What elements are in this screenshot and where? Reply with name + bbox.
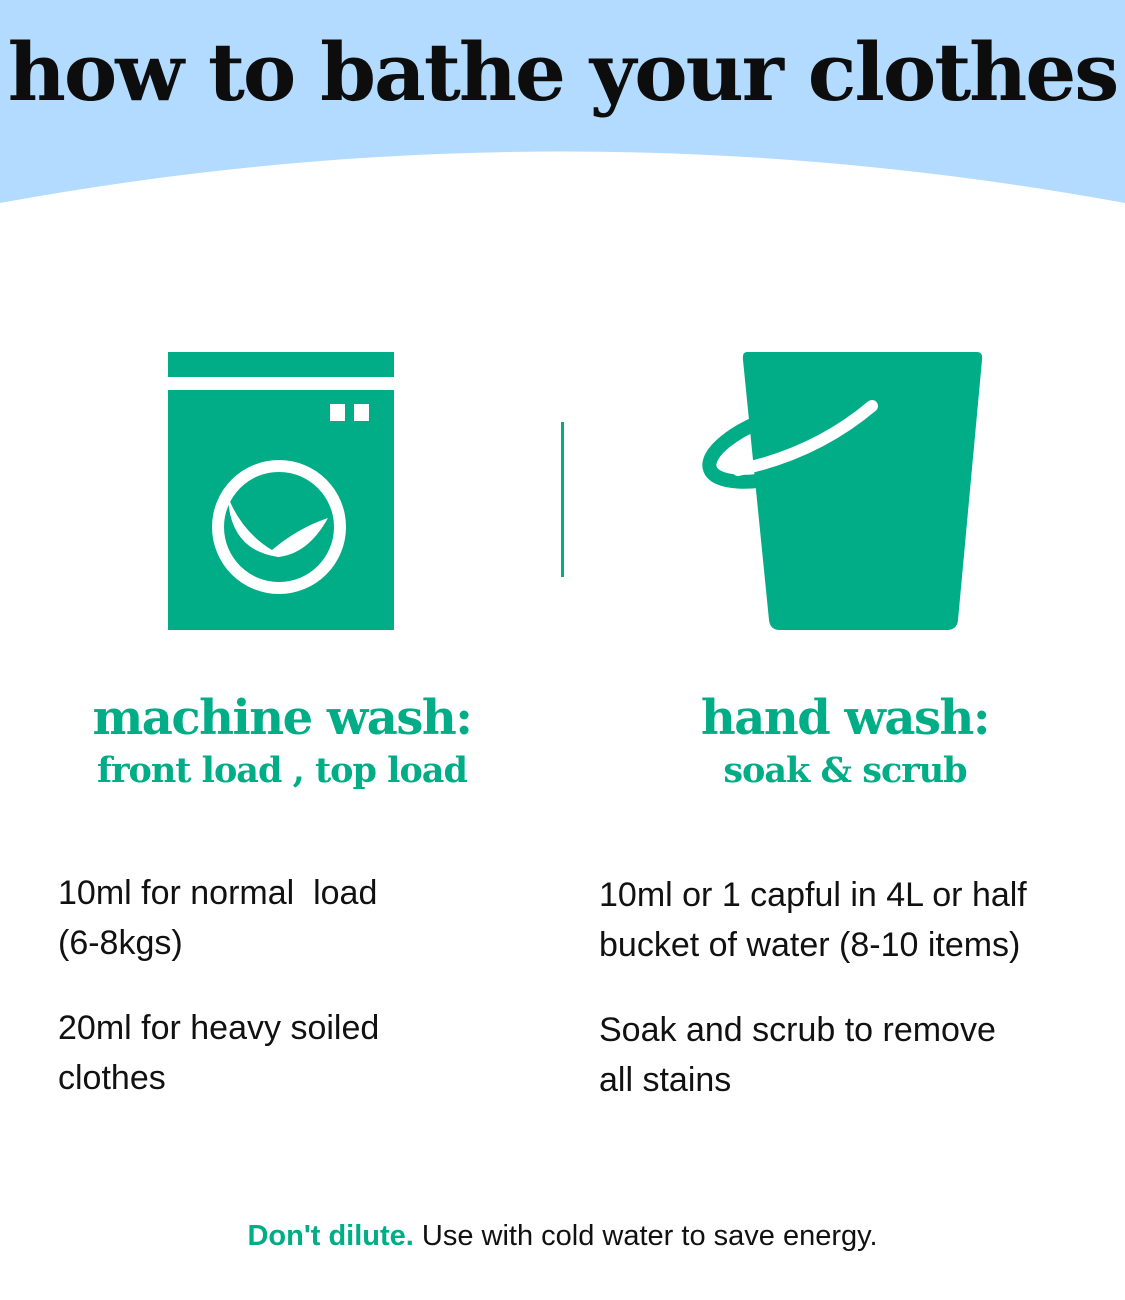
washing-machine-icon: [168, 352, 394, 630]
hand-step-dosage: 10ml or 1 capful in 4L or half bucket of water (8-10 items): [599, 876, 1027, 964]
footer-note: [0, 1220, 1125, 1253]
machine-wash-heading: machine wash:: [92, 690, 472, 746]
page-title: how to bathe your clothes: [7, 25, 1118, 119]
machine-step-heavy-soiled: 20ml for heavy soiled clothes: [58, 1009, 380, 1097]
footer-emphasis: Don't dilute.: [247, 1220, 414, 1252]
hand-step-soak-scrub: Soak and scrub to remove all stains: [599, 1011, 996, 1099]
hand-wash-heading: hand wash:: [700, 690, 990, 746]
bucket-icon: [700, 352, 985, 630]
column-divider: [561, 422, 564, 577]
footer-text: Use with cold water to save energy.: [413, 1220, 878, 1252]
machine-step-normal-load: 10ml for normal load (6-8kgs): [58, 874, 378, 962]
hand-wash-subheading: soak & scrub: [723, 750, 967, 791]
machine-wash-subheading: front load , top load: [97, 750, 467, 791]
